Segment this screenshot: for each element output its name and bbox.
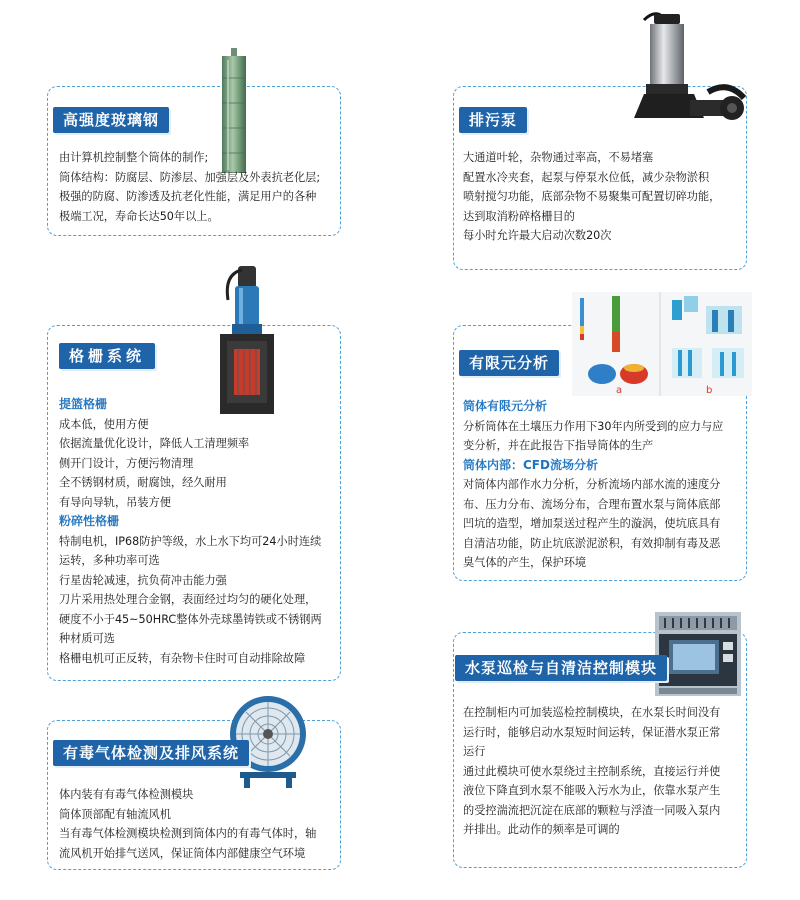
frp-text xyxy=(59,148,337,226)
text-line: 每小时允许最大启动次数20次 xyxy=(463,229,612,242)
text-line: 达到取消粉碎格栅目的 xyxy=(463,209,575,223)
fea-subheading-cfd: 筒体内部：CFD流场分析 xyxy=(463,457,598,472)
control-module-text xyxy=(463,703,745,840)
sewage-pump-text xyxy=(463,148,745,246)
text-line: 依据流量优化设计，降低人工清理频率 xyxy=(59,437,250,450)
grille-title: 格栅系统 xyxy=(59,343,155,369)
text-line: 当有毒气体检测模块检测到筒体内的有毒气体时，轴 xyxy=(59,827,317,840)
text-line: 自清洁功能，防止坑底淤泥淤积，有效抑制有毒及恶 xyxy=(463,536,721,550)
text-line: 通过此模块可使水泵绕过主控制系统，直接运行并使 xyxy=(463,764,721,778)
text-line: 体内装有有毒气体检测模块 xyxy=(59,788,194,801)
fea-simulation-image xyxy=(572,292,752,396)
fea-title: 有限元分析 xyxy=(459,350,559,376)
text-line: 分析筒体在土壤压力作用下30年内所受到的应力与应 xyxy=(463,419,724,433)
toxic-gas-title: 有毒气体检测及排风系统 xyxy=(53,740,249,766)
toxic-gas-text xyxy=(59,785,339,863)
text-line: 运行时，能够启动水泵短时间运转，保证潜水泵正常 xyxy=(463,725,721,739)
text-line: 极强的防腐、防渗透及抗老化性能，满足用户的各种 xyxy=(59,190,317,203)
text-line: 格栅电机可正反转，有杂物卡住时可自动排除故障 xyxy=(59,651,306,665)
text-line: 由计算机控制整个筒体的制作; xyxy=(59,151,209,164)
text-line: 极端工况，寿命长达50年以上。 xyxy=(59,209,219,223)
text-line: 运转，多种功率可选 xyxy=(59,554,160,567)
text-line: 种材质可选 xyxy=(59,632,115,645)
grille-subheading-crusher: 粉碎性格栅 xyxy=(59,514,120,528)
text-line: 臭气体的产生，保护环境 xyxy=(463,556,587,569)
fea-text xyxy=(463,397,745,573)
text-line: 大通道叶轮，杂物通过率高，不易堵塞 xyxy=(463,151,654,164)
panel-b-label: b xyxy=(706,385,713,396)
text-line: 刀片采用热处理合金钢，表面经过均匀的硬化处理， xyxy=(59,593,317,606)
grille-machine-image xyxy=(212,266,282,414)
text-line: 流风机开始排气送风，保证筒体内部健康空气环境 xyxy=(59,846,306,860)
text-line: 硬度不小于45~50HRC整体外壳球墨铸铁或不锈钢两 xyxy=(59,612,322,626)
fea-subheading-structural: 筒体有限元分析 xyxy=(463,399,548,413)
text-line: 在控制柜内可加装巡检控制模块，在水泵长时间没有 xyxy=(463,706,721,719)
grille-subheading-basket: 提篮格栅 xyxy=(59,397,108,411)
text-line: 筒体结构：防腐层、防渗层、加强层及外表抗老化层; xyxy=(59,170,321,184)
frp-title: 高强度玻璃钢 xyxy=(53,107,169,133)
text-line: 成本低，使用方便 xyxy=(59,417,149,431)
sewage-pump-title: 排污泵 xyxy=(459,107,527,133)
text-line: 变分析，并在此报告下指导筒体的生产 xyxy=(463,439,654,452)
control-cabinet-image xyxy=(655,612,741,696)
text-line: 特制电机，IP68防护等级，水上水下均可24小时连续 xyxy=(59,534,322,548)
text-line: 行星齿轮减速，抗负荷冲击能力强 xyxy=(59,573,227,587)
text-line: 筒体顶部配有轴流风机 xyxy=(59,807,171,821)
text-line: 喷射搅匀功能，底部杂物不易聚集可配置切碎功能， xyxy=(463,190,721,203)
text-line: 的受控湍流把沉淀在底部的颗粒与浮渣一同吸入泵内 xyxy=(463,803,721,817)
text-line: 侧开门设计，方便污物清理 xyxy=(59,456,194,470)
text-line: 液位下降直到水泵不能吸入污水为止，依靠水泵产生 xyxy=(463,784,721,797)
grille-text xyxy=(59,395,339,668)
sewage-pump-image xyxy=(620,8,750,133)
text-line: 全不锈钢材质，耐腐蚀，经久耐用 xyxy=(59,476,227,489)
panel-a-label: a xyxy=(616,385,623,396)
text-line: 对筒体内部作水力分析，分析流场内部水流的速度分 xyxy=(463,478,721,491)
text-line: 布、压力分布、流场分布，合理布置水泵与筒体底部 xyxy=(463,497,721,511)
text-line: 运行 xyxy=(463,745,486,758)
text-line: 配置水冷夹套，起泵与停泵水位低，减少杂物淤积 xyxy=(463,170,710,184)
text-line: 并排出。此动作的频率是可调的 xyxy=(463,823,620,836)
text-line: 凹坑的造型，增加泵送过程产生的漩涡，使坑底具有 xyxy=(463,517,721,530)
text-line: 有导向导轨，吊装方便 xyxy=(59,495,171,509)
control-module-title: 水泵巡检与自清洁控制模块 xyxy=(455,655,667,681)
